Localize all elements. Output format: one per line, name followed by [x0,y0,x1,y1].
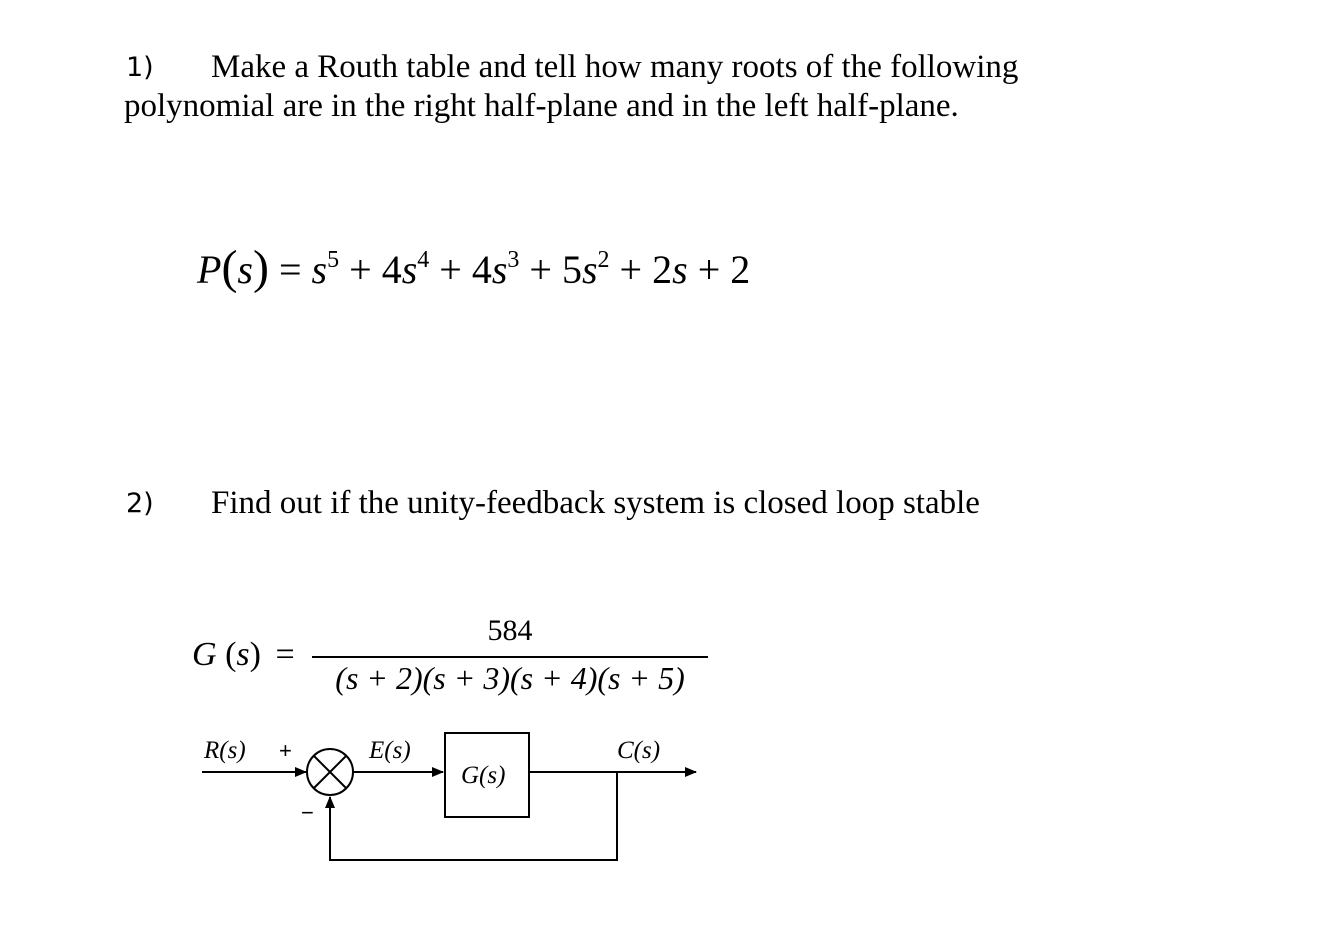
plus-sign: + [279,738,292,763]
poly-term-var: s [672,247,688,292]
poly-term-exp: 4 [417,247,430,273]
poly-plus: + [619,247,643,292]
poly-term-var: s [491,247,508,292]
poly-term-coef: 4 [381,247,402,292]
block-label: G(s) [461,762,506,789]
poly-plus: + [439,247,462,292]
poly-term-coef: 5 [561,247,582,292]
tf-numerator: 584 [487,614,533,647]
poly-plus: + [349,247,372,292]
poly-plus: + [697,247,721,292]
poly-term-exp: 5 [327,247,340,273]
question-1-number: 1) [126,52,154,83]
poly-term-exp: 3 [507,247,520,273]
question-1-line-2: polynomial are in the right half-plane and in the left half-plane. [124,88,959,124]
poly-term-coef: 2 [652,247,673,292]
polynomial-equation: $P(s) = s^5 + 4s^4 + 4s^3 + 5s^2 + 2s + 2$ [197,241,751,294]
minus-sign: − [301,800,314,825]
poly-term-coef: 2 [730,247,751,292]
output-label: C(s) [617,737,661,764]
poly-func-name: P [197,247,222,292]
poly-term-coef: 4 [471,247,492,292]
poly-plus: + [529,247,552,292]
summing-junction [307,749,353,795]
question-2-number: 2) [126,488,154,519]
poly-term-var: s [311,247,328,292]
question-2-text: Find out if the unity-feedback system is closed loop stable [211,485,980,521]
error-label: E(s) [369,737,411,764]
tf-denominator-text: (s + 2)(s + 3)(s + 4)(s + 5) [335,660,685,696]
tf-func-var: s [236,636,250,673]
poly-equals: = [278,247,302,292]
transfer-function-lhs: G (s) = [192,636,295,673]
input-label: R(s) [204,737,246,764]
poly-term-exp: 2 [597,247,610,273]
poly-term-var: s [401,247,418,292]
question-1-line-1: Make a Routh table and tell how many roots of the following [211,49,1019,85]
poly-term-var: s [581,247,598,292]
tf-equals: = [275,636,295,673]
tf-func-name: G [192,636,217,673]
poly-func-var: s [237,247,253,292]
